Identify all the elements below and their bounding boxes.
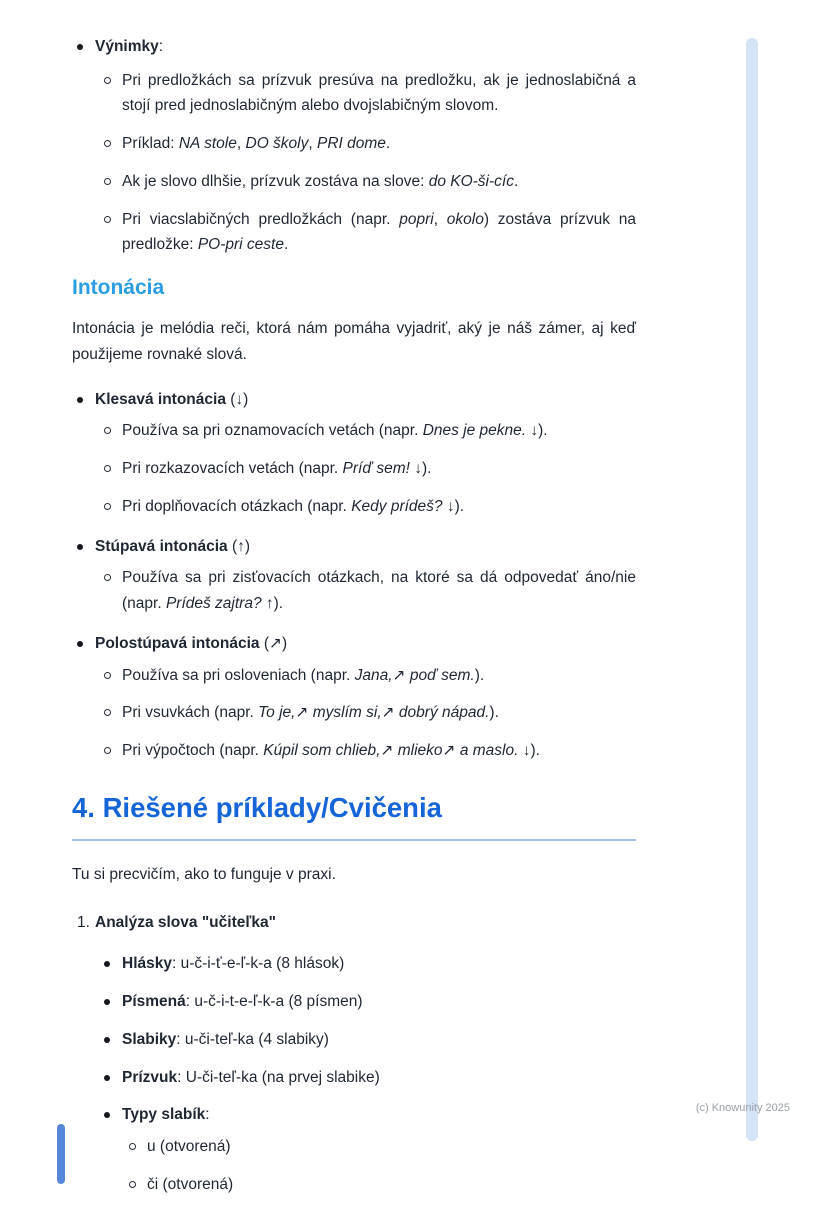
list-item-text: Výnimky: xyxy=(95,38,164,55)
list-item-text: Pri rozkazovacích vetách (napr. Príď sem! ↓). xyxy=(122,460,432,478)
bullet-icon xyxy=(104,961,110,967)
list-item xyxy=(72,387,636,413)
list-item-text: Ak je slovo dlhšie, prízvuk zostáva na slove: do KO-ši-cíc. xyxy=(122,172,519,190)
bullet-icon xyxy=(77,641,83,647)
circle-bullet-icon xyxy=(104,574,111,581)
section4-intro-paragraph: Tu si precvičím, ako to funguje v praxi. xyxy=(72,866,336,884)
circle-bullet-icon xyxy=(129,1143,136,1150)
circle-bullet-icon xyxy=(104,503,111,510)
bottom-left-accent-bar xyxy=(57,1124,65,1184)
list-item xyxy=(72,1065,636,1091)
bullet-icon xyxy=(104,1075,110,1081)
heading-intonacia: Intonácia xyxy=(72,276,165,300)
bullet-icon xyxy=(77,544,83,550)
list-item-text: či (otvorená) xyxy=(147,1175,234,1193)
list-item-text: Klesavá intonácia (↓) xyxy=(95,390,249,408)
circle-bullet-icon xyxy=(129,1181,136,1188)
list-item xyxy=(72,68,636,119)
exercise-1 xyxy=(72,910,636,1198)
list-item xyxy=(72,456,636,482)
list-item xyxy=(72,663,636,689)
list-item-text: Pri výpočtoch (napr. Kúpil som chlieb,↗ mlieko↗ a maslo. ↓). xyxy=(122,741,540,759)
list-item-text: Typy slabík: xyxy=(122,1106,210,1124)
list-item xyxy=(72,418,636,444)
list-item-text: Používa sa pri oznamovacích vetách (napr. Dnes je pekne. ↓). xyxy=(122,422,548,440)
list-item-text: Polostúpavá intonácia (↗) xyxy=(95,634,288,652)
circle-bullet-icon xyxy=(104,709,111,716)
list-item-text: Stúpavá intonácia (↑) xyxy=(95,537,251,555)
intonation-intro-paragraph: Intonácia je melódia reči, ktorá nám pomáha vyjadriť, aký je náš zámer, aj keď použijeme rovnaké slová. xyxy=(72,320,636,364)
copyright-watermark: (c) Knowunity 2025 xyxy=(695,1102,790,1114)
exercise-title-text: Analýza slova "učiteľka" xyxy=(95,913,276,931)
list-item xyxy=(72,534,636,560)
bullet-icon xyxy=(104,1037,110,1043)
list-item xyxy=(72,951,636,977)
list-item xyxy=(72,700,636,726)
section-intonation-list xyxy=(72,387,636,764)
circle-bullet-icon xyxy=(104,140,111,147)
list-item xyxy=(72,1027,636,1053)
list-item xyxy=(72,494,636,520)
list-item-text: Písmená: u-č-i-t-e-ľ-k-a (8 písmen) xyxy=(122,993,363,1011)
list-item xyxy=(72,34,636,60)
list-item-text: Pri vsuvkách (napr. To je,↗ myslím si,↗ dobrý nápad.). xyxy=(122,704,499,722)
section4-heading: 4. Riešené príklady/Cvičenia xyxy=(72,791,636,841)
bullet-icon xyxy=(104,999,110,1005)
ordered-list-item xyxy=(72,910,636,936)
list-item xyxy=(72,131,636,157)
list-item xyxy=(72,207,636,258)
circle-bullet-icon xyxy=(104,77,111,84)
list-item-text: Hlásky: u-č-i-ť-e-ľ-k-a (8 hlások) xyxy=(122,955,345,973)
list-item xyxy=(72,565,636,616)
document-content xyxy=(72,34,636,1210)
right-edge-bar xyxy=(746,38,758,1141)
list-item xyxy=(72,631,636,657)
list-item-text: Používa sa pri osloveniach (napr. Jana,↗ poď sem.). xyxy=(122,666,485,684)
section-exceptions xyxy=(72,34,636,258)
circle-bullet-icon xyxy=(104,465,111,472)
bullet-icon xyxy=(77,397,83,403)
bullet-icon xyxy=(77,44,83,50)
circle-bullet-icon xyxy=(104,178,111,185)
circle-bullet-icon xyxy=(104,216,111,223)
bullet-icon xyxy=(104,1112,110,1118)
list-item xyxy=(72,738,636,764)
list-item-text: Pri doplňovacích otázkach (napr. Kedy prídeš? ↓). xyxy=(122,497,465,515)
list-item-text: Prízvuk: U-či-teľ-ka (na prvej slabike) xyxy=(122,1068,380,1086)
list-item xyxy=(72,169,636,195)
list-item-text: Príklad: NA stole, DO školy, PRI dome. xyxy=(122,135,391,153)
list-item xyxy=(72,1102,636,1128)
list-item-text: u (otvorená) xyxy=(147,1138,231,1156)
list-item-text: Slabiky: u-či-teľ-ka (4 slabiky) xyxy=(122,1030,329,1048)
circle-bullet-icon xyxy=(104,672,111,679)
list-item-text: Pri viacslabičných predložkách (napr. popri, okolo) zostáva prízvuk na predložke: PO-pri ceste. xyxy=(122,210,636,254)
list-item xyxy=(72,1134,636,1160)
circle-bullet-icon xyxy=(104,747,111,754)
list-item xyxy=(72,1172,636,1198)
list-item xyxy=(72,989,636,1015)
list-item-text: Používa sa pri zisťovacích otázkach, na ktoré sa dá odpovedať áno/nie (napr. Prídeš zajtra? ↑). xyxy=(122,569,636,613)
exercise-number: 1. xyxy=(77,913,90,931)
list-item-text: Pri predložkách sa prízvuk presúva na predložku, ak je jednoslabičná a stojí pred jednoslabičným alebo dvojslabičným slovom. xyxy=(122,71,636,115)
circle-bullet-icon xyxy=(104,427,111,434)
